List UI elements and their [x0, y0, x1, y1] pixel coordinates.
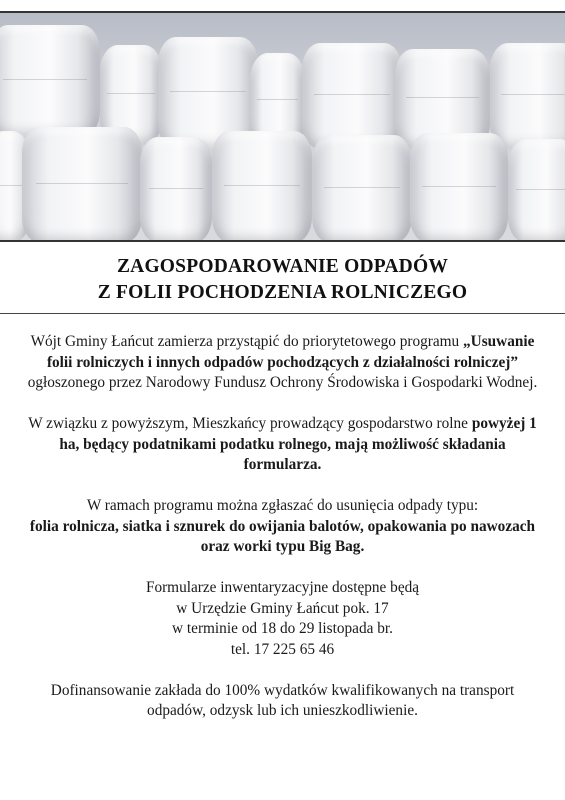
paragraph-forms-info	[20, 578, 545, 660]
program-name: „Usuwanie folii rolniczych i innych odpadów pochodzących z działalności rolniczej”	[46, 333, 535, 371]
bale	[312, 135, 412, 240]
paragraph-eligibility	[20, 414, 545, 476]
forms-location: w Urzędzie Gminy Łańcut pok. 17	[176, 599, 389, 617]
contact-phone: tel. 17 225 65 46	[230, 640, 335, 658]
paragraph-waste-types	[20, 496, 545, 558]
paragraph-program	[20, 332, 545, 394]
waste-types-list: folia rolnicza, siatka i sznurek do owijania balotów, opakowania po nawozach oraz worki typu Big Bag.	[29, 517, 536, 555]
hay-bales-photo	[0, 13, 565, 240]
title-line-1: ZAGOSPODAROWANIE ODPADÓW	[116, 256, 449, 277]
bale	[490, 43, 565, 149]
photo-bottom-rule	[0, 240, 565, 242]
paragraph-program-text-b: ogłoszonego przez Narodowy Fundusz Ochrony Środowiska i Gospodarki Wodnej.	[27, 374, 538, 391]
page-title	[0, 254, 565, 306]
bale	[0, 25, 100, 137]
forms-availability: Formularze inwentaryzacyjne dostępne będą	[145, 579, 420, 596]
paragraph-eligibility-text: W związku z powyższym, Mieszkańcy prowadzący gospodarstwo rolne	[28, 415, 472, 432]
bale	[212, 131, 312, 240]
paragraph-waste-types-text: W ramach programu można zgłaszać do usunięcia odpady typu:	[86, 497, 479, 514]
forms-dates: w terminie od 18 do 29 listopada br.	[172, 620, 393, 637]
paragraph-program-text-a: Wójt Gminy Łańcut zamierza przystąpić do priorytetowego programu	[30, 333, 463, 350]
title-rule	[0, 313, 565, 314]
title-line-2: Z FOLII POCHODZENIA ROLNICZEGO	[97, 282, 468, 303]
bale	[302, 43, 402, 149]
eligibility-criteria: powyżej 1 ha, będący podatnikami podatku rolnego, mają możliwość składania formularza.	[59, 415, 537, 473]
bale	[140, 137, 212, 240]
funding-text: Dofinansowanie zakłada do 100% wydatków kwalifikowanych na transport odpadów, odzysk lub ich unieszkodliwienie.	[50, 681, 515, 719]
bale	[410, 133, 508, 240]
bale	[508, 139, 565, 240]
bale	[22, 127, 142, 240]
announcement-body	[20, 332, 545, 742]
paragraph-funding	[20, 681, 545, 722]
